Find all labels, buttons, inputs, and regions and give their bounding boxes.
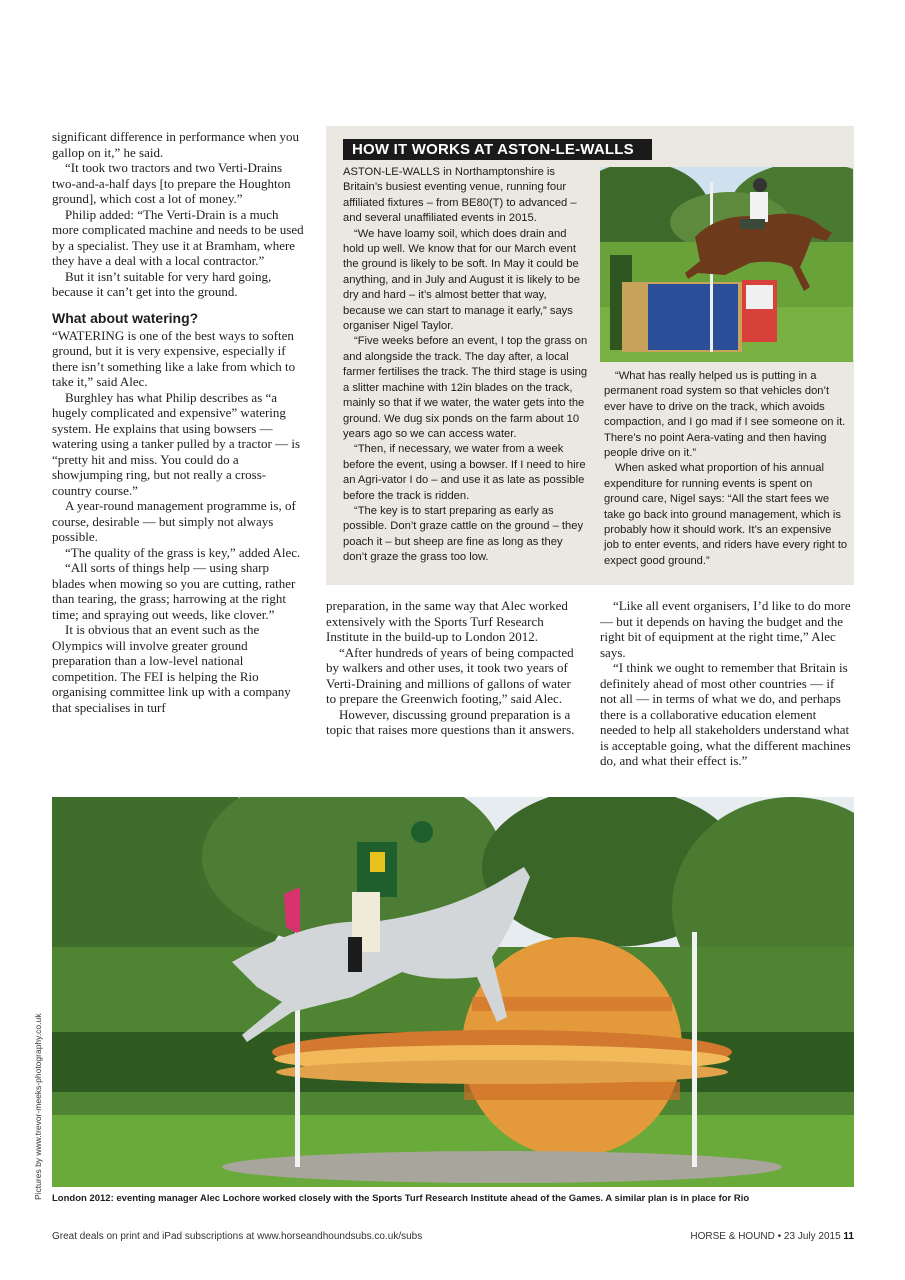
sidebar-title: HOW IT WORKS AT ASTON-LE-WALLS	[343, 139, 652, 160]
paragraph: significant difference in performance when you gallop on it,” he said.	[52, 129, 300, 160]
photo-credit: Pictures by www.trevor-meeks-photography.co.uk	[33, 1013, 43, 1200]
right-column	[600, 598, 852, 769]
paragraph: It is obvious that an event such as the Olympics will involve greater ground preparation than a low-level national competition. The FEI is helping the Rio organising committee link up with a company that specialises in turf	[52, 622, 291, 715]
paragraph: preparation, in the same way that Alec worked extensively with the Sports Turf Research Institute in the build-up to London 2012.	[326, 598, 568, 644]
paragraph: But it isn’t suitable for very hard going, because it can’t get into the ground.	[52, 268, 272, 299]
paragraph: “After hundreds of years of being compacted by walkers and other uses, it took two years of Verti-Draining and millions of gallons of water to prepare the Greenwich footing,” said Alec.	[326, 644, 574, 706]
paragraph: “I think we ought to remember that Britain is definitely ahead of most other countries — if not all — in terms of what we do, and perhaps there is a collaborative education element needed to help all stakeholders understand what is acceptable going, what the different machines do, and what their effect is.”	[600, 660, 851, 768]
paragraph: “The quality of the grass is key,” added Alec.	[65, 544, 301, 560]
photo-caption: London 2012: eventing manager Alec Lochore worked closely with the Sports Turf Research Institute ahead of the Games. A similar plan is in place for Rio	[52, 1193, 750, 1204]
sidebar-paragraph: “We have loamy soil, which does drain and hold up well. We know that for our March event the ground is likely to be soft. In May it could be anything, and in July and August it is likely to be dry and hard – it’s almost better that way, because we can start to manage it early,” says organiser Nigel Taylor.	[343, 227, 580, 333]
sidebar-paragraph: “Then, if necessary, we water from a week before the event, using a bowser. If I need to hire an Agri-vator I do – and use it as late as possible before the track is ridden.	[343, 443, 586, 502]
paragraph: However, discussing ground preparation is a topic that raises more questions than it answers.	[326, 706, 575, 737]
footer-issue-info: HORSE & HOUND • 23 July 2015	[690, 1231, 841, 1242]
sidebar-paragraph: “What has really helped us is putting in a permanent road system so that vehicles don’t ever have to drive on the track, which avoids compaction, and I go mad if I see someone on it. There’s no point Aera-vating and then having people drive on it.”	[604, 370, 846, 460]
paragraph: Burghley has what Philip describes as “a hugely complicated and expensive” watering system. He explains that using bowsers — watering using a tanker pulled by a tractor — is “pretty hit and miss. You could do a showjumping ring, but not really a cross-country course.”	[52, 389, 301, 498]
middle-column	[326, 598, 576, 738]
sidebar-column-1	[343, 165, 589, 566]
sidebar-paragraph: “Five weeks before an event, I top the grass on and alongside the track. The day after, a local farmer fertilises the track. The third stage is using a slitter machine with 12in blades on the track, mainly so that if we water, the water gets into the ground. We dug six ponds on the farm about 10 years ago so we can access water.	[343, 335, 588, 440]
sidebar-paragraph: “The key is to start preparing as early as possible. Don’t graze cattle on the ground – they poach it – but sheep are fine as long as they don’t graze the grass too low.	[343, 504, 584, 564]
horse-jumping-brush-fence-photo	[600, 167, 853, 362]
paragraph: “All sorts of things help — using sharp blades when mowing so you are cutting, rather than tearing, the grass; harrowing at the right time; and spraying out weeds, like clover.”	[52, 560, 296, 622]
paragraph: “Like all event organisers, I’d like to do more — but it depends on having the budget and the right bit of equipment at the right time,” Alec says.	[600, 598, 851, 660]
sidebar-paragraph: ASTON-LE-WALLS in Northamptonshire is Britain’s busiest eventing venue, running four affiliated fixtures – from BE80(T) to advanced – and several unaffiliated events in 2015.	[343, 166, 577, 225]
page-number: 11	[843, 1231, 854, 1242]
section-heading: What about watering?	[52, 309, 199, 326]
paragraph: A year-round management programme is, of course, desirable — but simply not always possible.	[52, 498, 296, 544]
sidebar-column-2	[604, 369, 848, 569]
footer-subscription-text: Great deals on print and iPad subscriptions at www.horseandhoundsubs.co.uk/subs	[52, 1231, 423, 1242]
sidebar-paragraph: When asked what proportion of his annual expenditure for running events is spent on ground care, Nigel says: “All the start fees we take go back into ground management, which is probably how it should work. It’s an expensive job to enter events, and riders have every right to expect good ground.”	[604, 462, 848, 567]
footer-page-info	[690, 1231, 854, 1242]
left-column	[52, 129, 304, 715]
horse-jumping-planet-fence-photo	[52, 797, 854, 1187]
paragraph: Philip added: “The Verti-Drain is a much more complicated machine and needs to be used by a specialist. They use it at Bramham, where they have a deal with a local contractor.”	[52, 206, 304, 268]
paragraph: “WATERING is one of the best ways to soften ground, but it is very expensive, especially if there isn’t something like a lake from which to take it,” said Alec.	[52, 327, 296, 389]
paragraph: “It took two tractors and two Verti-Drains two-and-a-half days [to prepare the Houghton ground], which cost a lot of money.”	[52, 160, 291, 206]
